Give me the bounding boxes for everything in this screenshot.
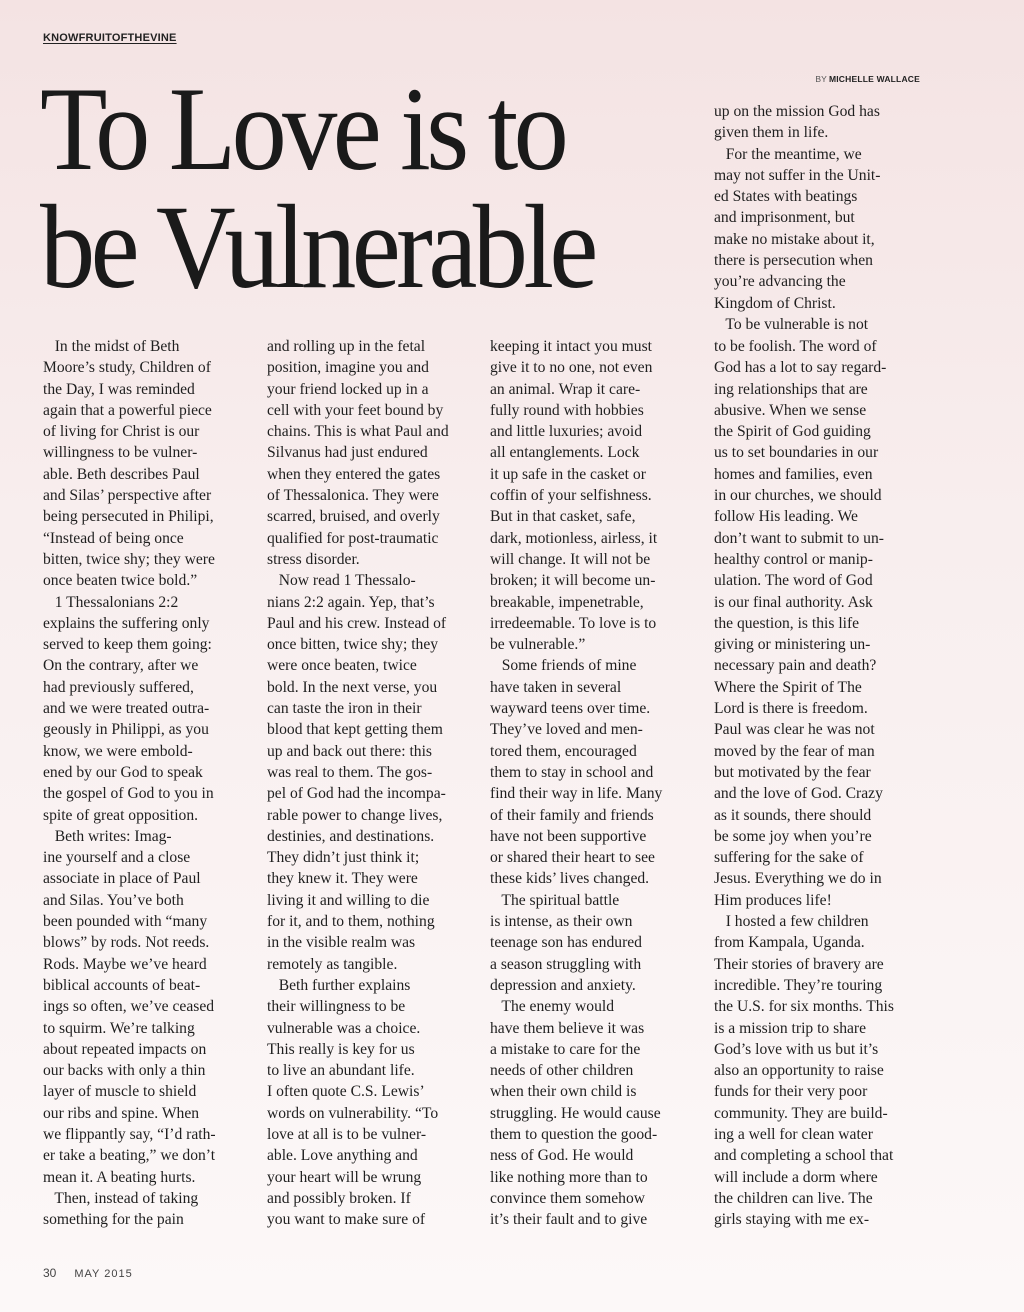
text-line: you’re advancing the bbox=[714, 273, 846, 291]
text-line: have not been supportive bbox=[490, 827, 647, 845]
body-column-4 bbox=[714, 336, 916, 1230]
text-line: been pounded with “many bbox=[43, 913, 208, 931]
text-line: and rolling up in the fetal bbox=[267, 338, 426, 355]
text-line: Kingdom of Christ. bbox=[714, 294, 836, 312]
text-line: being persecuted in Philipi, bbox=[43, 508, 214, 526]
text-line: struggling. He would cause bbox=[490, 1104, 661, 1122]
text-line: blood that kept getting them bbox=[267, 721, 443, 739]
text-line: once beaten twice bold.” bbox=[43, 572, 198, 590]
text-line: a mistake to care for the bbox=[490, 1040, 641, 1058]
text-line: depression and anxiety. bbox=[490, 976, 636, 994]
text-line: the Spirit of God guiding bbox=[714, 423, 871, 441]
text-line: Rods. Maybe we’ve heard bbox=[43, 955, 207, 973]
text-line: teenage son has endured bbox=[490, 934, 642, 952]
text-line: in our churches, we should bbox=[714, 487, 882, 505]
page-footer bbox=[43, 1266, 133, 1280]
text-line: remotely as tangible. bbox=[267, 955, 398, 973]
text-line: abusive. When we sense bbox=[714, 401, 867, 419]
text-line: about repeated impacts on bbox=[43, 1040, 207, 1058]
text-line: For the meantime, we bbox=[714, 145, 862, 163]
text-line: convince them somehow bbox=[490, 1189, 646, 1207]
text-line: in the visible realm was bbox=[267, 934, 416, 952]
text-line: biblical accounts of beat- bbox=[43, 976, 201, 994]
text-line: and Silas. You’ve both bbox=[43, 891, 184, 909]
text-line: moved by the fear of man bbox=[714, 742, 875, 760]
text-line: don’t want to submit to un- bbox=[714, 529, 884, 547]
text-line: funds for their very poor bbox=[714, 1083, 868, 1101]
text-line: to squirm. We’re talking bbox=[43, 1019, 195, 1037]
body-column-4-top bbox=[714, 101, 919, 335]
text-line: Then, instead of taking bbox=[43, 1189, 199, 1207]
byline-prefix: BY bbox=[815, 74, 827, 84]
text-line: and we were treated outra- bbox=[43, 700, 210, 718]
text-line: these kids’ lives changed. bbox=[490, 870, 650, 888]
text-line: irredeemable. To love is to bbox=[490, 614, 657, 632]
text-line: we flippantly say, “I’d rath- bbox=[43, 1125, 216, 1143]
text-line: Some friends of mine bbox=[490, 657, 637, 675]
text-line: our ribs and spine. When bbox=[43, 1104, 200, 1122]
text-line: In the midst of Beth bbox=[43, 338, 180, 355]
text-line: follow His leading. We bbox=[714, 508, 858, 526]
text-line: be vulnerable.” bbox=[490, 636, 586, 654]
text-line: have taken in several bbox=[490, 678, 622, 696]
text-line: living it and willing to die bbox=[267, 891, 430, 909]
text-line: an animal. Wrap it care- bbox=[490, 380, 641, 398]
text-line: their willingness to be bbox=[267, 998, 406, 1016]
text-line: when they entered the gates bbox=[267, 465, 441, 483]
text-line: give it to no one, not even bbox=[490, 359, 653, 377]
text-line: know, we were embold- bbox=[43, 742, 193, 760]
text-line: They’ve loved and men- bbox=[490, 721, 643, 739]
text-line: the children can live. The bbox=[714, 1189, 873, 1207]
section-prefix: KNOW bbox=[43, 32, 79, 44]
text-line: spite of great opposition. bbox=[43, 806, 199, 824]
title-line-1: To Love is to bbox=[40, 62, 565, 195]
text-line: all entanglements. Lock bbox=[490, 444, 640, 462]
text-line: vulnerable was a choice. bbox=[267, 1019, 421, 1037]
text-line: mean it. A beating hurts. bbox=[43, 1168, 196, 1186]
text-line: layer of muscle to shield bbox=[43, 1083, 197, 1101]
text-line: Moore’s study, Children of bbox=[43, 359, 211, 377]
text-line: community. They are build- bbox=[714, 1104, 888, 1122]
text-line: ine yourself and a close bbox=[43, 849, 191, 867]
text-line: were once beaten, twice bbox=[267, 657, 417, 675]
text-line: you want to make sure of bbox=[267, 1211, 426, 1229]
text-line: They didn’t just think it; bbox=[267, 849, 420, 867]
text-line: have them believe it was bbox=[490, 1019, 645, 1037]
text-line: To be vulnerable is not bbox=[714, 315, 869, 333]
article-title bbox=[40, 62, 666, 313]
text-line: the question, is this life bbox=[714, 614, 860, 632]
text-line: dark, motionless, airless, it bbox=[490, 529, 658, 547]
text-line: love at all is to be vulner- bbox=[267, 1125, 427, 1143]
text-line: and possibly broken. If bbox=[267, 1189, 411, 1207]
text-line: God has a lot to say regard- bbox=[714, 359, 887, 377]
text-line: or shared their heart to see bbox=[490, 849, 655, 867]
section-kicker bbox=[43, 32, 177, 44]
text-line: willingness to be vulner- bbox=[43, 444, 198, 462]
text-line: something for the pain bbox=[43, 1211, 184, 1229]
text-line: fully round with hobbies bbox=[490, 401, 644, 419]
text-line: position, imagine you and bbox=[267, 359, 429, 377]
text-line: The spiritual battle bbox=[490, 891, 620, 909]
text-line: for it, and to them, nothing bbox=[267, 913, 435, 931]
text-line: your friend locked up in a bbox=[267, 380, 429, 398]
text-line: up on the mission God has bbox=[714, 103, 880, 120]
text-line: the gospel of God to you in bbox=[43, 785, 214, 803]
text-line: Where the Spirit of The bbox=[714, 678, 862, 696]
text-line: there is persecution when bbox=[714, 252, 873, 270]
text-line: is intense, as their own bbox=[490, 913, 633, 931]
text-line: was real to them. The gos- bbox=[267, 763, 433, 781]
text-line: served to keep them going: bbox=[43, 636, 212, 654]
text-line: of living for Christ is our bbox=[43, 423, 200, 441]
text-line: rable power to change lives, bbox=[267, 806, 443, 824]
text-line: But in that casket, safe, bbox=[490, 508, 636, 526]
text-line: suffering for the sake of bbox=[714, 849, 864, 867]
text-line: able. Love anything and bbox=[267, 1147, 418, 1165]
text-line: Him produces life! bbox=[714, 891, 832, 909]
text-line: ing a well for clean water bbox=[714, 1125, 873, 1143]
text-line: stress disorder. bbox=[267, 550, 360, 568]
text-line: scarred, bruised, and overly bbox=[267, 508, 440, 526]
text-line: qualified for post-traumatic bbox=[267, 529, 439, 547]
body-column-2 bbox=[267, 336, 469, 1230]
text-line: can taste the iron in their bbox=[267, 700, 422, 718]
text-line: chains. This is what Paul and bbox=[267, 423, 449, 441]
text-line: blows” by rods. Not reeds. bbox=[43, 934, 210, 952]
text-line: necessary pain and death? bbox=[714, 657, 877, 675]
text-line: God’s love with us but it’s bbox=[714, 1040, 879, 1058]
text-line: our backs with only a thin bbox=[43, 1062, 206, 1080]
text-line: it up safe in the casket or bbox=[490, 465, 646, 483]
text-line: of their family and friends bbox=[490, 806, 654, 824]
text-line: a season struggling with bbox=[490, 955, 642, 973]
text-line: associate in place of Paul bbox=[43, 870, 201, 888]
text-line: again that a powerful piece bbox=[43, 401, 212, 419]
text-line: homes and families, even bbox=[714, 465, 873, 483]
text-line: ing relationships that are bbox=[714, 380, 868, 398]
text-line: cell with your feet bound by bbox=[267, 401, 444, 419]
text-line: will include a dorm where bbox=[714, 1168, 878, 1186]
text-line: On the contrary, after we bbox=[43, 657, 199, 675]
text-line: bitten, twice shy; they were bbox=[43, 550, 215, 568]
text-line: breakable, impenetrable, bbox=[490, 593, 644, 611]
title-line-2: be Vulnerable bbox=[40, 180, 594, 313]
text-line: destinies, and destinations. bbox=[267, 827, 435, 845]
text-line: explains the suffering only bbox=[43, 614, 210, 632]
text-line: your heart will be wrung bbox=[267, 1168, 422, 1186]
text-line: up and back out there: this bbox=[267, 742, 432, 760]
text-line: Paul and his crew. Instead of bbox=[267, 614, 447, 632]
text-line: from Kampala, Uganda. bbox=[714, 934, 865, 952]
text-line: and Silas’ perspective after bbox=[43, 487, 212, 505]
text-line: incredible. They’re touring bbox=[714, 976, 883, 994]
text-line: the U.S. for six months. This bbox=[714, 998, 894, 1016]
text-line: pel of God had the incompa- bbox=[267, 785, 446, 803]
issue-date: MAY 2015 bbox=[74, 1268, 133, 1280]
text-line: geously in Philippi, as you bbox=[43, 721, 209, 739]
text-line: of Thessalonica. They were bbox=[267, 487, 439, 505]
text-line: needs of other children bbox=[490, 1062, 634, 1080]
text-line: and completing a school that bbox=[714, 1147, 894, 1165]
text-line: Jesus. Everything we do in bbox=[714, 870, 882, 888]
text-line: once bitten, twice shy; they bbox=[267, 636, 439, 654]
body-column-1 bbox=[43, 336, 245, 1230]
text-line: them to question the good- bbox=[490, 1125, 658, 1143]
section-name: FRUITOFTHEVINE bbox=[78, 32, 177, 44]
text-line: I often quote C.S. Lewis’ bbox=[267, 1083, 425, 1101]
text-line: like nothing more than to bbox=[490, 1168, 648, 1186]
text-line: er take a beating,” we don’t bbox=[43, 1147, 216, 1165]
text-line: ed States with beatings bbox=[714, 188, 858, 206]
text-line: ness of God. He would bbox=[490, 1147, 634, 1165]
text-line: Lord is there is freedom. bbox=[714, 700, 868, 718]
text-line: 1 Thessalonians 2:2 bbox=[43, 593, 179, 611]
text-line: to live an abundant life. bbox=[267, 1062, 415, 1080]
text-line: wayward teens over time. bbox=[490, 700, 651, 718]
text-line: Paul was clear he was not bbox=[714, 721, 875, 739]
text-line: Now read 1 Thessalo- bbox=[267, 572, 416, 590]
page-number: 30 bbox=[43, 1266, 57, 1280]
text-line: be some joy when you’re bbox=[714, 827, 872, 845]
text-line: bold. In the next verse, you bbox=[267, 678, 438, 696]
text-line: when their own child is bbox=[490, 1083, 637, 1101]
text-line: given them in life. bbox=[714, 124, 829, 142]
text-line: giving or ministering un- bbox=[714, 636, 871, 654]
text-line: and little luxuries; avoid bbox=[490, 423, 643, 441]
text-line: Silvanus had just endured bbox=[267, 444, 428, 462]
text-line: broken; it will become un- bbox=[490, 572, 656, 590]
text-line: ened by our God to speak bbox=[43, 763, 203, 781]
byline bbox=[790, 74, 920, 84]
text-line: they knew it. They were bbox=[267, 870, 418, 888]
body-column-3 bbox=[490, 336, 692, 1230]
text-line: us to set boundaries in our bbox=[714, 444, 879, 462]
text-line: as it sounds, there should bbox=[714, 806, 872, 824]
text-line: may not suffer in the Unit- bbox=[714, 166, 881, 184]
text-line: coffin of your selfishness. bbox=[490, 487, 652, 505]
text-line: and the love of God. Crazy bbox=[714, 785, 883, 803]
text-line: had previously suffered, bbox=[43, 678, 194, 696]
text-line: Beth writes: Imag- bbox=[43, 827, 172, 845]
text-line: ings so often, we’ve ceased bbox=[43, 998, 215, 1016]
text-line: Beth further explains bbox=[267, 976, 411, 994]
text-line: is a mission trip to share bbox=[714, 1019, 867, 1037]
text-line: “Instead of being once bbox=[43, 529, 184, 547]
text-line: girls staying with me ex- bbox=[714, 1211, 870, 1229]
text-line: make no mistake about it, bbox=[714, 230, 875, 248]
text-line: nians 2:2 again. Yep, that’s bbox=[267, 593, 435, 611]
text-line: also an opportunity to raise bbox=[714, 1062, 884, 1080]
text-line: keeping it intact you must bbox=[490, 338, 652, 355]
text-line: able. Beth describes Paul bbox=[43, 465, 200, 483]
text-line: them to stay in school and bbox=[490, 763, 654, 781]
text-line: will change. It will not be bbox=[490, 550, 651, 568]
text-line: The enemy would bbox=[490, 998, 615, 1016]
text-line: find their way in life. Many bbox=[490, 785, 663, 803]
text-line: I hosted a few children bbox=[714, 913, 869, 931]
text-line: Their stories of bravery are bbox=[714, 955, 884, 973]
text-line: the Day, I was reminded bbox=[43, 380, 195, 398]
text-line: tored them, encouraged bbox=[490, 742, 637, 760]
text-line: This really is key for us bbox=[267, 1040, 415, 1058]
text-line: is our final authority. Ask bbox=[714, 593, 873, 611]
text-line: ulation. The word of God bbox=[714, 572, 873, 590]
text-line: healthy control or manip- bbox=[714, 550, 873, 568]
text-line: and imprisonment, but bbox=[714, 209, 855, 227]
text-line: words on vulnerability. “To bbox=[267, 1104, 439, 1122]
text-line: it’s their fault and to give bbox=[490, 1211, 648, 1229]
text-line: but motivated by the fear bbox=[714, 763, 871, 781]
author-name: MICHELLE WALLACE bbox=[828, 74, 920, 84]
text-line: to be foolish. The word of bbox=[714, 338, 877, 355]
